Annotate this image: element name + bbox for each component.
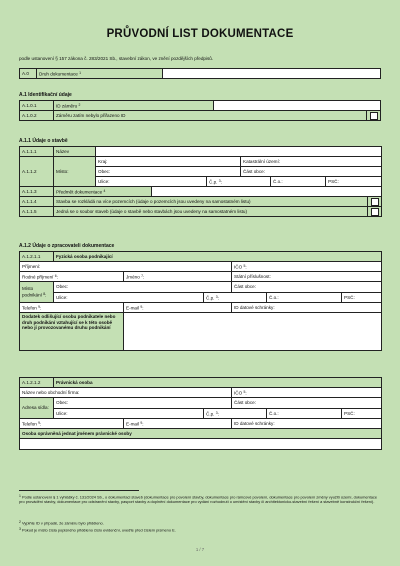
psc-field[interactable]: PSČ: (326, 177, 382, 187)
nazev-stavby-field[interactable] (96, 147, 382, 157)
footnote-2: $^2$ Vyplňte ID v případě, že záměru bylo přiděleno. (19, 520, 104, 526)
ulice-field[interactable]: Ulice: (96, 177, 207, 187)
label-po: Právnická osoba (54, 378, 382, 388)
checkbox-vice-pozemku[interactable] (371, 198, 379, 206)
label-a114: Stavba se rozkládá na více pozemcích (údaje o pozemcích jsou uvedeny na samostatném listu) (54, 197, 368, 207)
page-subtitle: podle ustanovení § 157 zákona č. 283/2021 Sb., stavební zákon, ve znění pozdějších předpisů. (19, 56, 214, 61)
po-email-field[interactable]: E-mail $^9$: (124, 419, 232, 429)
section-a12: A.1.2 Údaje o zpracovateli dokumentace (19, 243, 115, 249)
fo-misto-label: Místo podnikání $^8$: (20, 282, 54, 303)
fo-psc-field[interactable]: PSČ: (342, 292, 382, 303)
fo-dodatek-field[interactable] (124, 313, 382, 351)
druh-dokumentace-field[interactable] (163, 69, 381, 79)
fo-email-field[interactable]: E-mail $^9$: (124, 303, 232, 313)
label-a0: Druh dokumentace $^1$ (37, 69, 163, 79)
co-field[interactable]: Č.o.: (271, 177, 326, 187)
code-a114: A.1.1.4 (20, 197, 54, 207)
fo-cp-field[interactable]: Č.p. $^3$: (204, 292, 267, 303)
katastralni-uzemi-field[interactable]: Katastrální území: (241, 157, 382, 167)
po-adresa-label: Adresa sídla: (20, 398, 54, 419)
code-a115: A.1.1.5 (20, 207, 54, 217)
table-a10 (19, 100, 381, 121)
po-psc-field[interactable]: PSČ: (342, 408, 382, 419)
page-number: 1 / 7 (195, 547, 205, 552)
code-a111: A.1.1.1 (20, 147, 54, 157)
code-fo: A.1.2.1.1 (20, 252, 54, 262)
cp-field[interactable]: Č.p. $^3$: (207, 177, 271, 187)
fo-datova-schranka-field[interactable]: ID datové schránky: (232, 303, 382, 313)
table-a0 (19, 68, 381, 79)
table-pravnicka-osoba (19, 377, 382, 450)
fo-jmeno-field[interactable]: Jméno $^7$: (124, 272, 232, 282)
fo-prijmeni-field[interactable]: Příjmení: (20, 262, 232, 272)
po-ico-field[interactable]: IČO $^5$: (232, 388, 382, 398)
po-datova-schranka-field[interactable]: ID datové schránky: (232, 419, 382, 429)
footnote-1: $^1$ Podle ustanovení § 1 vyhlášky č. 131/2024 Sb., o dokumentaci staveb (dokumentace pro povolení stavby, dokumentace pro rámcové povolení, dokumentace pro povolení změny využití území, dokumentace pro provádění stavby, dokumentace pro odstranění stavby, pasport stavby a doplnění dokumentace pro vydání rozhodnutí o umístění stavby či architektonicko-stavební řešení a stavebně konstrukční řešení). (19, 494, 378, 505)
kraj-field[interactable]: Kraj: (96, 157, 241, 167)
fo-statni-prislusnost-field[interactable]: Státní příslušnost: (232, 272, 382, 282)
code-po: A.1.2.1.2 (20, 378, 54, 388)
po-cp-field[interactable]: Č.p. $^3$: (204, 408, 267, 419)
label-a115: Jedná se o soubor staveb (údaje o stavbě nebo stavbách jsou uvedeny na samostatném listu) (54, 207, 368, 217)
cast-obce-field[interactable]: Část obce: (241, 167, 382, 177)
fo-rodne-prijmeni-field[interactable]: Rodné příjmení $^6$: (20, 272, 124, 282)
label-a102: Záměru zatím nebylo přiřazeno ID (54, 111, 367, 121)
fo-cast-obce-field[interactable]: Část obce: (232, 282, 382, 293)
footnote-3: $^3$ Pokud je místo čísla popisného přiděleno číslo evidenční, uveďte před číslem písmeno E. (19, 527, 176, 533)
label-a111: Název (54, 147, 96, 157)
code-a101: A.1.0.1 (20, 101, 54, 111)
po-co-field[interactable]: Č.o.: (267, 408, 342, 419)
po-telefon-field[interactable]: Telefon $^9$: (20, 419, 124, 429)
obec-field[interactable]: Obec: (96, 167, 241, 177)
fo-co-field[interactable]: Č.o.: (267, 292, 342, 303)
code-a112: A.1.1.2 (20, 157, 54, 187)
page-title: PRŮVODNÍ LIST DOKUMENTACE (106, 28, 294, 40)
code-a0: A.0 (20, 69, 37, 79)
po-opravnena-osoba-label: Osoba oprávněná jednat jménem právnické osoby (20, 429, 382, 439)
code-a113: A.1.1.3 (20, 187, 54, 197)
po-obec-field[interactable]: Obec: (54, 398, 232, 409)
label-a112: Místo: (54, 157, 96, 187)
fo-ulice-field[interactable]: Ulice: (54, 292, 204, 303)
predmet-dokumentace-field[interactable] (152, 187, 382, 197)
checkbox-no-id[interactable] (370, 112, 378, 120)
po-opravnena-osoba-field[interactable] (20, 439, 382, 450)
code-a102: A.1.0.2 (20, 111, 54, 121)
label-a101: ID záměru $^2$ (54, 101, 214, 111)
table-a11 (19, 146, 382, 217)
id-zameru-field[interactable] (214, 101, 381, 111)
label-fo: Fyzická osoba podnikající (54, 252, 382, 262)
po-ulice-field[interactable]: Ulice: (54, 408, 204, 419)
po-cast-obce-field[interactable]: Část obce: (232, 398, 382, 409)
checkbox-soubor-staveb[interactable] (371, 208, 379, 216)
fo-obec-field[interactable]: Obec: (54, 282, 232, 293)
fo-dodatek-label: Dodatek odlišující osobu podnikatele nebo druh podnikání vztahující se k této osobě nebo jí provozovanému druhu podnikání (20, 313, 124, 351)
table-fyzicka-osoba (19, 251, 382, 351)
section-a1: A.1 Identifikační údaje (19, 92, 72, 98)
section-a11: A.1.1 Údaje o stavbě (19, 138, 68, 144)
fo-ico-field[interactable]: IČO $^5$: (232, 262, 382, 272)
footnote-divider (19, 490, 139, 491)
fo-telefon-field[interactable]: Telefon $^9$: (20, 303, 124, 313)
po-nazev-field[interactable]: Název nebo obchodní firma: (20, 388, 232, 398)
label-a113: Předmět dokumentace $^4$ (54, 187, 152, 197)
